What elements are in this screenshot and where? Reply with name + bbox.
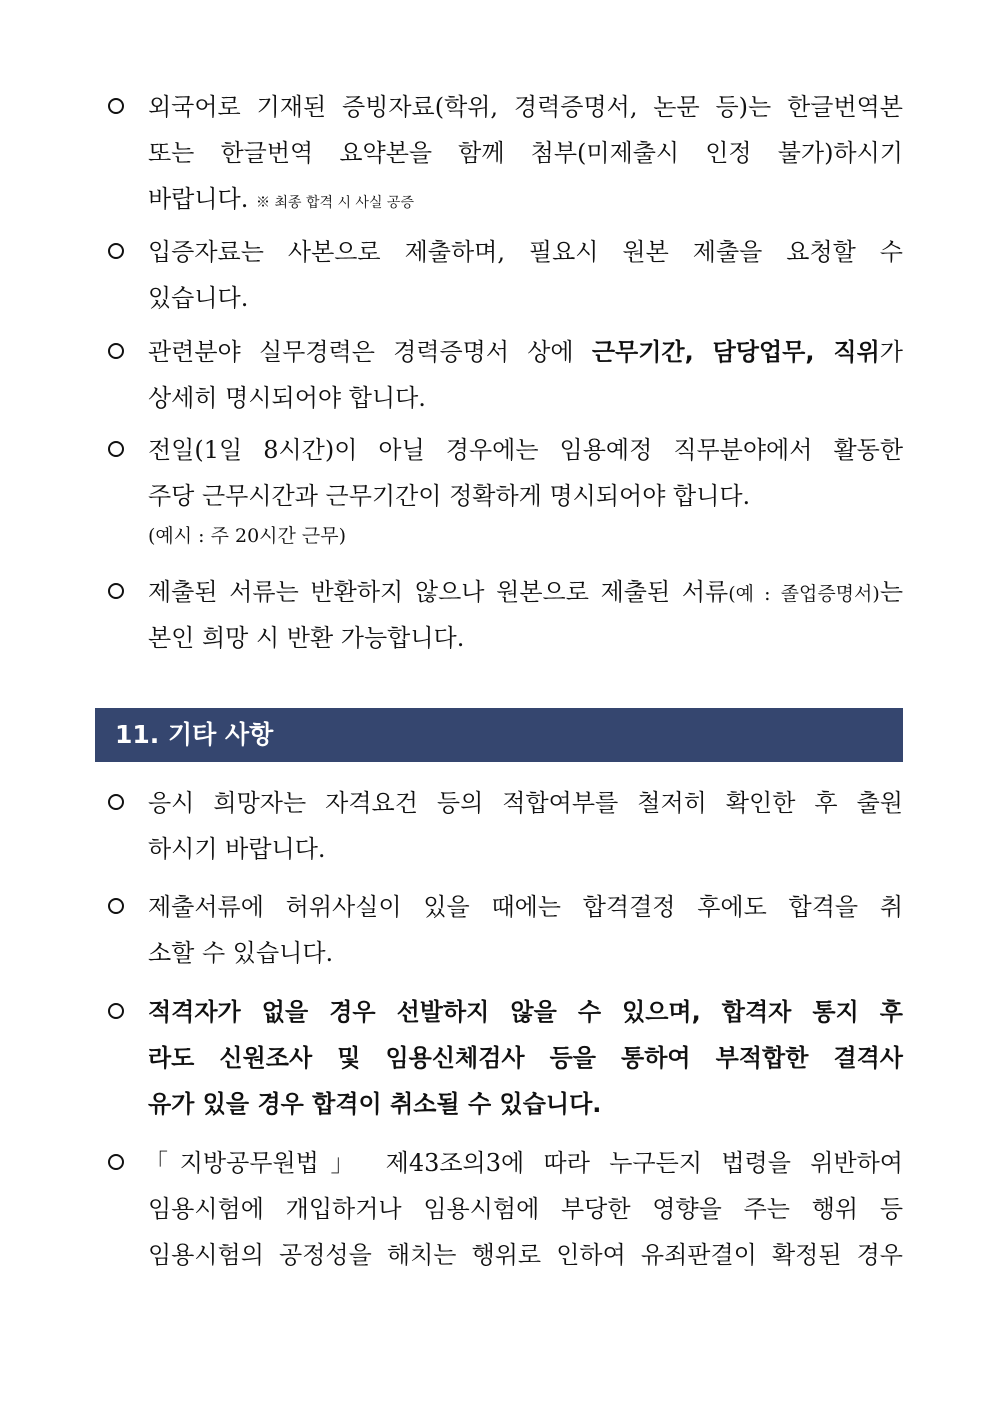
notice-line: 본인 희망 시 반환 가능합니다. [148, 624, 465, 652]
notice-item-document-return [108, 575, 903, 667]
notice-line: 「지방공무원법」 제43조의3에 따라 누구든지 법령을 위반하여 [144, 1149, 903, 1177]
notice-line: 있습니다. [148, 284, 249, 312]
section-title: 11. 기타 사항 [115, 720, 274, 749]
notice-item-false-documents [108, 890, 903, 982]
notice-example: (예 : 졸업증명서) [728, 583, 880, 605]
notice-item-no-qualified [108, 995, 903, 1133]
circle-bullet-icon [108, 433, 138, 467]
notice-text: 는 [879, 578, 903, 606]
section-header-bar [95, 708, 903, 762]
notice-text: 가 [879, 338, 903, 366]
notice-emphasis: 근무기간, 담당업무, 직위 [591, 338, 880, 366]
notice-line: 제출서류에 허위사실이 있을 때에는 합격결정 후에도 합격을 취 [148, 893, 903, 921]
notice-line: 응시 희망자는 자격요건 등의 적합여부를 철저히 확인한 후 출원 [148, 789, 903, 817]
notice-line: 상세히 명시되어야 합니다. [148, 384, 426, 412]
notice-line: 임용시험의 공정성을 해치는 행위로 인하여 유죄판결이 확정된 경우 [148, 1241, 903, 1269]
notice-line: 또는 한글번역 요약본을 함께 첨부(미제출시 인정 불가)하시기 [148, 139, 903, 167]
notice-line: 하시기 바랍니다. [148, 835, 326, 863]
notice-text: 바랍니다. [148, 185, 249, 213]
notice-text: 관련분야 실무경력은 경력증명서 상에 [148, 338, 592, 366]
circle-bullet-icon [108, 786, 138, 820]
notice-line: 입증자료는 사본으로 제출하며, 필요시 원본 제출을 요청할 수 [148, 238, 903, 266]
notice-line [148, 182, 903, 216]
notice-item-eligibility-check [108, 786, 903, 878]
notice-item-foreign-documents [108, 90, 903, 228]
notice-line [148, 575, 903, 609]
notice-line: 외국어로 기재된 증빙자료(학위, 경력증명서, 논문 등)는 한글번역본 [148, 93, 903, 121]
circle-bullet-icon [108, 995, 138, 1029]
notice-line: 라도 신원조사 및 임용신체검사 등을 통하여 부적합한 결격사 [148, 1044, 903, 1072]
circle-bullet-icon [108, 890, 138, 924]
circle-bullet-icon [108, 90, 138, 124]
notice-line [148, 335, 903, 369]
notice-line: 임용시험에 개입하거나 임용시험에 부당한 영향을 주는 행위 등 [148, 1195, 903, 1223]
notice-line: 전일(1일 8시간)이 아닐 경우에는 임용예정 직무분야에서 활동한 [148, 436, 903, 464]
notice-item-evidence-copies [108, 235, 903, 327]
notice-example: (예시 : 주 20시간 근무) [148, 525, 347, 547]
circle-bullet-icon [108, 575, 138, 609]
notice-line: 적격자가 없을 경우 선발하지 않을 수 있으며, 합격자 통지 후 [148, 998, 903, 1026]
notice-text: 제출된 서류는 반환하지 않으나 원본으로 제출된 서류 [148, 578, 729, 606]
notice-item-part-time [108, 433, 903, 565]
notice-line: 소할 수 있습니다. [148, 939, 334, 967]
notice-footnote: ※ 최종 합격 시 사실 공증 [256, 195, 414, 211]
circle-bullet-icon [108, 335, 138, 369]
notice-item-local-public-service-act [108, 1146, 903, 1284]
circle-bullet-icon [108, 235, 138, 269]
notice-line: 주당 근무시간과 근무기간이 정확하게 명시되어야 합니다. [148, 482, 751, 510]
circle-bullet-icon [108, 1146, 138, 1180]
notice-item-work-experience [108, 335, 903, 427]
notice-line: 유가 있을 경우 합격이 취소될 수 있습니다. [148, 1090, 602, 1118]
